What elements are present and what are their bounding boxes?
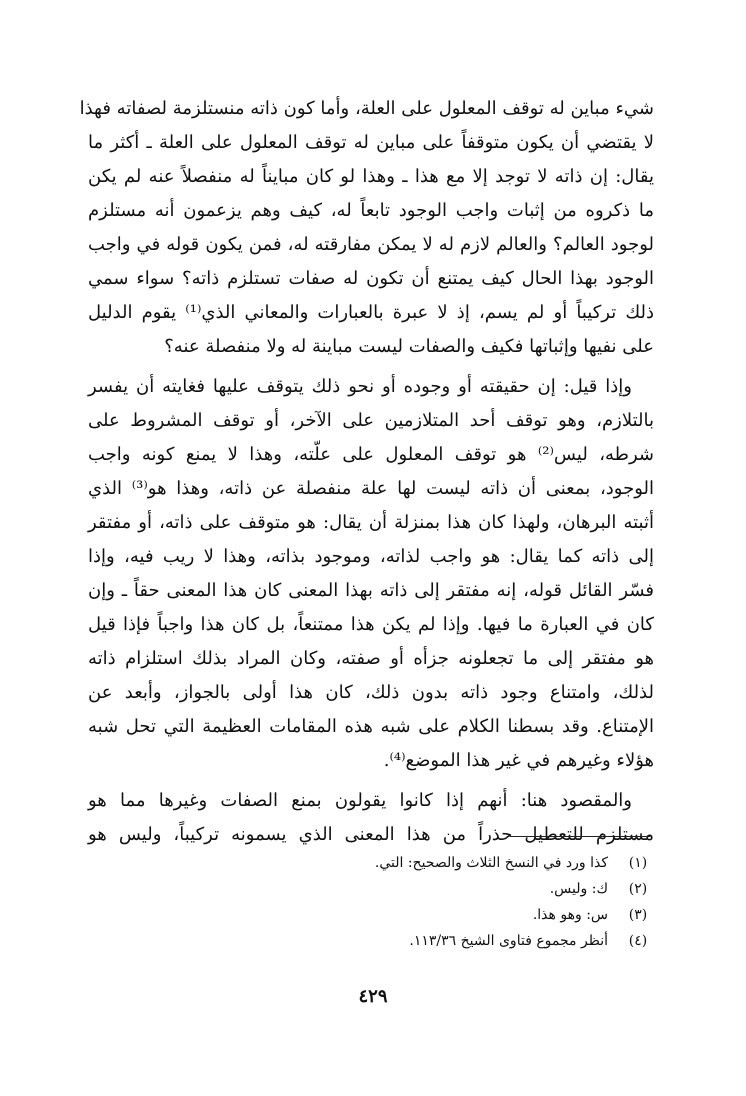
text-line: الإمتناع. وقد بسطنا الكلام على شبه هذه المقامات العظيمة التي تحل شبه <box>88 716 654 737</box>
text-line: ذلك تركيباً أو لم يسم، إذ لا عبرة بالعبارات والمعاني الذي⁽¹⁾ يقوم الدليل <box>88 302 654 323</box>
text-line: يقال: إن ذاته لا توجد إلا مع هذا ـ وهذا لو كان مبايناً له منفصلاً عنه لم يكن <box>88 166 654 187</box>
text-line: شرطه، ليس⁽²⁾ هو توقف المعلول على علّته، وهذا لا يمنع كونه واجب <box>88 444 654 465</box>
text-line: لوجود العالم؟ والعالم لازم له لا يمكن مفارقته له، فمن يكون قوله في واجب <box>88 234 654 255</box>
footnote-number: (٤) <box>628 933 648 949</box>
footnote-text: ك: وليس. <box>549 881 608 897</box>
text-line: هو مفتقر إلى ما تجعلونه جزأه أو صفته، وكان المراد بذلك استلزام ذاته <box>88 648 654 669</box>
footnote-text: س: وهو هذا. <box>532 907 608 923</box>
paragraph-3 <box>88 784 654 852</box>
footnote <box>220 902 650 928</box>
text-line: هؤلاء وغيرهم في غير هذا الموضع⁽⁴⁾. <box>383 750 654 771</box>
text-line: إلى ذاته كما يقال: هو واجب لذاته، وموجود بذاته، وهذا لا ريب فيه، وإذا <box>88 546 654 567</box>
footnote-number: (٣) <box>628 907 648 923</box>
text-line: مستلزم للتعطيل حذراً من هذا المعنى الذي يسمونه تركيباً، وليس هو <box>88 824 654 845</box>
footnote <box>220 850 650 876</box>
footnote-divider <box>510 836 650 837</box>
text-line: الوجود بهذا الحال كيف يمتنع أن تكون له صفات تستلزم ذاته؟ سواء سمي <box>88 268 654 289</box>
text-line: أثبته البرهان، ولهذا كان هذا بمنزلة أن يقال: هو متوقف على ذاته، أو مفتقر <box>88 512 654 533</box>
text-line: كان في العبارة ما فيها. وإذا لم يكن هذا ممتنعاً، بل كان هذا واجباً فإذا قيل <box>88 614 654 635</box>
text-line: لذلك، وامتناع وجود ذاته بدون ذلك، كان هذا أولى بالجواز، وأبعد عن <box>88 682 654 703</box>
text-line: على نفيها وإثباتها فكيف والصفات ليست مباينة له ولا منفصلة عنه؟ <box>164 336 654 357</box>
text-line: شيء مباين له توقف المعلول على العلة، وأما كون ذاته منستلزمة لصفاته فهذا <box>79 98 654 119</box>
paragraph-1 <box>79 92 654 364</box>
footnote <box>220 928 650 954</box>
footnote-number: (٢) <box>628 881 648 897</box>
text-line: لا يقتضي أن يكون متوقفاً على مباين له توقف المعلول على العلة ـ أكثر ما <box>88 132 654 153</box>
footnote-number: (١) <box>628 855 648 871</box>
footnotes <box>220 850 650 954</box>
paragraph-2 <box>88 370 654 778</box>
footnote-text: أنظر مجموع فتاوى الشيخ ١١٣/٣٦. <box>409 933 608 949</box>
text-line: الوجود، بمعنى أن ذاته ليست لها علة منفصلة عن ذاته، وهذا هو⁽³⁾ الذي <box>88 478 654 499</box>
text-line: بالتلازم، وهو توقف أحد المتلازمين على الآخر، أو توقف المشروط على <box>88 410 654 431</box>
footnote-text: كذا ورد في النسخ الثلاث والصحيح: التي. <box>374 855 608 871</box>
main-text <box>79 92 654 852</box>
text-line: والمقصود هنا: أنهم إذا كانوا يقولون بمنع الصفات وغيرها مما هو <box>88 790 632 811</box>
text-line: ما ذكروه من إثبات واجب الوجود تابعاً له، كيف وهم يزعمون أنه مستلزم <box>88 200 654 221</box>
footnote <box>220 876 650 902</box>
text-line: وإذا قيل: إن حقيقته أو وجوده أو نحو ذلك يتوقف عليها فغايته أن يفسر <box>88 376 632 397</box>
page-number: ٤٢٩ <box>358 986 388 1007</box>
text-line: فسّر القائل قوله، إنه مفتقر إلى ذاته بهذا المعنى كان هذا المعنى حقاً ـ وإن <box>88 580 654 601</box>
